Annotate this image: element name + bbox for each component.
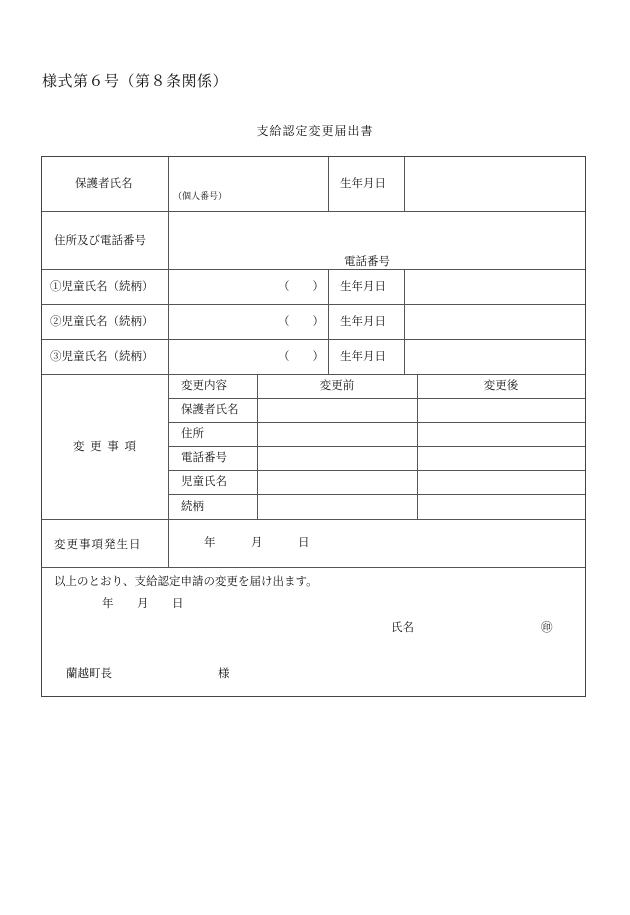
declaration-month-label: 月 (137, 596, 149, 610)
change-child-name-after-field[interactable] (422, 473, 580, 491)
applicant-name-label: 氏名 (391, 620, 414, 634)
change-address-before-field[interactable] (262, 425, 412, 443)
individual-number-note: （個人番号） (173, 192, 228, 202)
child-1-name-field[interactable] (173, 275, 273, 297)
guardian-birthdate-label: 生年月日 (340, 176, 386, 190)
guardian-birthdate-field[interactable] (409, 167, 579, 201)
declaration-day-label: 日 (172, 596, 184, 610)
occurrence-date-label: 変更事項発生日 (54, 537, 142, 551)
change-relationship-after-field[interactable] (422, 497, 580, 515)
change-child-name-before-field[interactable] (262, 473, 412, 491)
form-number: 様式第６号（第８条関係） (42, 72, 229, 90)
occurrence-month-label: 月 (251, 535, 263, 549)
child-2-relationship-paren: （ ） (278, 314, 324, 328)
before-change-header: 変更前 (319, 378, 355, 392)
applicant-name-field[interactable] (422, 615, 537, 637)
declaration-year-label: 年 (102, 596, 114, 610)
change-item-address: 住所 (181, 426, 204, 440)
changes-label: 変 更 事 項 (73, 439, 137, 453)
occurrence-date-field[interactable] (173, 529, 473, 559)
child-3-name-field[interactable] (173, 345, 273, 367)
change-item-guardian-name: 保護者氏名 (181, 402, 239, 416)
change-guardian-name-before-field[interactable] (262, 401, 412, 419)
after-change-header: 変更後 (483, 378, 519, 392)
child-2-birthdate-label: 生年月日 (340, 314, 386, 328)
address-field[interactable] (173, 219, 573, 249)
child-1-label: ①児童氏名（続柄） (50, 279, 154, 293)
document-title: 支給認定変更届出書 (256, 124, 374, 138)
phone-number-label: 電話番号 (344, 254, 390, 268)
change-phone-after-field[interactable] (422, 449, 580, 467)
declaration-text: 以上のとおり、支給認定申請の変更を届け出ます。 (54, 574, 318, 588)
guardian-name-label: 保護者氏名 (75, 176, 133, 190)
addressee-label: 蘭越町長 (66, 666, 112, 680)
change-item-relationship: 続柄 (181, 499, 204, 513)
change-item-phone: 電話番号 (181, 450, 227, 464)
child-1-birthdate-field[interactable] (409, 275, 579, 297)
guardian-name-field[interactable] (173, 167, 323, 189)
child-2-label: ②児童氏名（続柄） (50, 314, 154, 328)
change-phone-before-field[interactable] (262, 449, 412, 467)
child-2-name-field[interactable] (173, 310, 273, 332)
occurrence-day-label: 日 (298, 535, 310, 549)
seal-mark: ㊞ (541, 620, 553, 634)
application-form-table (41, 156, 586, 697)
child-3-birthdate-field[interactable] (409, 345, 579, 367)
child-3-birthdate-label: 生年月日 (340, 349, 386, 363)
child-3-relationship-paren: （ ） (278, 349, 324, 363)
change-address-after-field[interactable] (422, 425, 580, 443)
occurrence-year-label: 年 (204, 535, 216, 549)
address-label: 住所及び電話番号 (54, 233, 146, 247)
child-2-birthdate-field[interactable] (409, 310, 579, 332)
change-guardian-name-after-field[interactable] (422, 401, 580, 419)
change-item-child-name: 児童氏名 (181, 474, 227, 488)
child-3-label: ③児童氏名（続柄） (50, 349, 154, 363)
change-relationship-before-field[interactable] (262, 497, 412, 515)
change-content-header: 変更内容 (181, 378, 227, 392)
child-1-relationship-paren: （ ） (278, 279, 324, 293)
honorific-label: 様 (218, 666, 230, 680)
child-1-birthdate-label: 生年月日 (340, 279, 386, 293)
